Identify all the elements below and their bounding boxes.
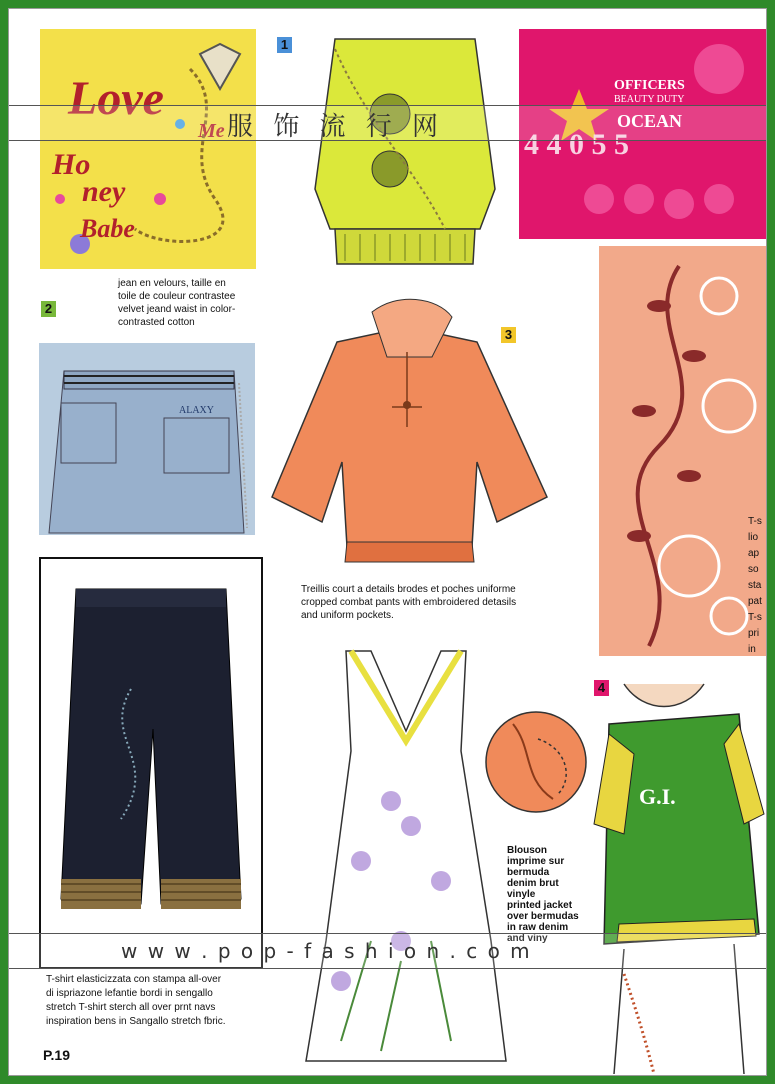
ocean-numbers-graphic: 4 4 0 5 5 [524,128,629,161]
sleeve-detail-illustration [483,709,589,815]
caption-blouson: Blouson imprime sur bermuda denim brut vinyle printed jacket over bermudas in raw denim and viny [507,845,579,944]
honey-text-1: Ho [52,148,91,181]
me-text: Me [198,120,225,142]
page-number: P.19 [43,1047,70,1063]
peach-floral-panel [599,246,766,656]
orange-blouse-illustration [267,297,557,575]
caption-tshirt: T-shirt elasticizzata con stampa all-over di isprіazone lefantie bordi in sengallo stretch T-shirt sterch all over prnt navs inspiration bens in Sangallo stretch fbric. [46,974,226,1027]
ocean-text: OCEAN [617,111,683,131]
green-jacket-illustration [584,674,766,1075]
watermark-bottom-text: w w w . p o p - f a s h i o n . c o m [121,939,532,963]
denim-skirt-illustration [39,343,255,535]
watermark-top-text: 服 饰 流 行 网 [227,112,445,142]
caption-velvet-jean: jean en velours, taille en toile de couleur contrastee velvet jeand waist in color- contrasted cotton [118,278,236,328]
item-number-3: 3 [501,327,516,343]
beauty-duty-text: BEAUTY DUTY [614,94,685,105]
caption-right-cutoff: T-s lio ap so sta pat T-s pri in [748,516,762,655]
magazine-page [8,8,767,1076]
item-number-4: 4 [594,680,609,696]
honey-text-2: ney [82,175,126,208]
floral-dress-illustration [301,641,511,1071]
denim-capri-panel [39,557,263,969]
caption-treillis: Treillis court a details brodes et poches uniforme cropped combat pants with embroidered detasils and uniform pockets. [301,584,517,621]
denim-capri-illustration [41,559,261,967]
denim-skirt-panel [39,343,255,535]
yellow-top-illustration [305,29,505,269]
gi-text: G.I. [639,784,676,809]
officers-text: OFFICERS [614,78,685,93]
love-graphic [40,29,256,269]
love-graphic-panel [40,29,256,269]
babe-text: Babe [80,214,135,243]
item-number-2: 2 [41,301,56,317]
item-number-1: 1 [277,37,292,53]
love-text: Love [68,72,164,125]
skirt-label-text: ALAXY [179,405,214,416]
floral-vine-graphic [599,246,766,656]
